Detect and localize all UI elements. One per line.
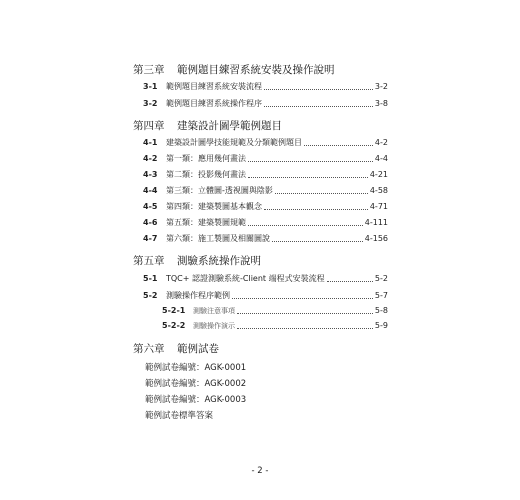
entry-page: 3-2 xyxy=(374,82,388,91)
toc-entry-5-2-2[interactable] xyxy=(162,321,388,331)
entry-page: 4-58 xyxy=(369,186,388,195)
toc-entry-5-1[interactable] xyxy=(143,273,388,284)
entry-number: 4-7 xyxy=(143,234,158,243)
entry-number: 4-6 xyxy=(143,218,158,227)
chapter-5-heading xyxy=(133,253,433,268)
chapter-number: 第三章 xyxy=(133,64,165,76)
leader-dots xyxy=(264,89,373,90)
toc-entry-3-2[interactable] xyxy=(143,98,388,109)
chapter-title: 測驗系統操作說明 xyxy=(177,255,261,267)
chapter-title: 建築設計圖學範例題目 xyxy=(177,120,282,132)
leader-dots xyxy=(248,225,363,226)
entry-title: 第六類：施工製圖及相關圖說 xyxy=(166,234,270,243)
leader-dots xyxy=(272,241,363,242)
leader-dots xyxy=(237,328,373,329)
page-number: - 2 - xyxy=(251,466,269,476)
entry-title: 範例題目練習系統安裝流程 xyxy=(166,82,262,91)
entry-page: 3-8 xyxy=(374,99,388,108)
leader-dots xyxy=(327,281,373,282)
leader-dots xyxy=(275,193,368,194)
entry-number: 5-1 xyxy=(143,274,158,283)
chapter-number: 第四章 xyxy=(133,120,165,132)
entry-number: 3-2 xyxy=(143,99,158,108)
entry-number: 5-2-1 xyxy=(162,306,186,315)
entry-page: 4-156 xyxy=(364,234,388,243)
entry-title: 範例題目練習系統操作程序 xyxy=(166,99,262,108)
entry-number: 4-4 xyxy=(143,186,158,195)
chapter-6-heading xyxy=(133,341,433,356)
entry-page: 4-2 xyxy=(374,138,388,147)
toc-entry-4-7[interactable] xyxy=(143,233,388,244)
entry-title: 建築設計圖學技能規範及分類範例題目 xyxy=(166,138,302,147)
toc-entry-4-2[interactable] xyxy=(143,153,388,164)
exam-answer-item[interactable]: 範例試卷標準答案 xyxy=(145,411,214,421)
toc-entry-3-1[interactable] xyxy=(143,81,388,92)
entry-title: TQC+ 認證測驗系統-Client 端程式安裝流程 xyxy=(166,274,325,283)
chapter-title: 範例題目練習系統安裝及操作說明 xyxy=(177,64,335,76)
entry-page: 5-7 xyxy=(374,291,388,300)
entry-number: 4-2 xyxy=(143,154,158,163)
toc-entry-4-4[interactable] xyxy=(143,185,388,196)
entry-page: 4-71 xyxy=(369,202,388,211)
exam-item[interactable]: 範例試卷編號：AGK-0001 xyxy=(145,363,247,373)
entry-number: 4-1 xyxy=(143,138,158,147)
entry-title: 第一類：應用幾何畫法 xyxy=(166,154,246,163)
leader-dots xyxy=(264,209,368,210)
toc-entry-4-6[interactable] xyxy=(143,217,388,228)
toc-entry-5-2[interactable] xyxy=(143,290,388,301)
toc-entry-4-1[interactable] xyxy=(143,137,388,148)
exam-item[interactable]: 範例試卷編號：AGK-0002 xyxy=(145,379,247,389)
leader-dots xyxy=(232,298,373,299)
chapter-title: 範例試卷 xyxy=(177,343,219,355)
entry-number: 3-1 xyxy=(143,82,158,91)
entry-number: 5-2-2 xyxy=(162,321,186,330)
entry-page: 4-111 xyxy=(364,218,388,227)
entry-page: 5-9 xyxy=(374,321,388,330)
entry-number: 4-3 xyxy=(143,170,158,179)
leader-dots xyxy=(304,145,373,146)
entry-number: 4-5 xyxy=(143,202,158,211)
leader-dots xyxy=(237,313,373,314)
entry-page: 4-21 xyxy=(369,170,388,179)
entry-title: 第四類：建築製圖基本觀念 xyxy=(166,202,262,211)
entry-page: 4-4 xyxy=(374,154,388,163)
entry-page: 5-8 xyxy=(374,306,388,315)
exam-item[interactable]: 範例試卷編號：AGK-0003 xyxy=(145,395,247,405)
toc-entry-4-5[interactable] xyxy=(143,201,388,212)
entry-title: 第五類：建築製圖規範 xyxy=(166,218,246,227)
entry-title: 測驗注意事項 xyxy=(193,307,235,315)
entry-title: 測驗操作演示 xyxy=(193,322,235,330)
entry-page: 5-2 xyxy=(374,274,388,283)
chapter-3-heading xyxy=(133,62,433,77)
leader-dots xyxy=(264,106,373,107)
leader-dots xyxy=(248,177,368,178)
entry-title: 第二類：投影幾何畫法 xyxy=(166,170,246,179)
toc-entry-4-3[interactable] xyxy=(143,169,388,180)
entry-title: 第三類：立體圖-透視圖與陰影 xyxy=(166,186,273,195)
chapter-number: 第五章 xyxy=(133,255,165,267)
entry-title: 測驗操作程序範例 xyxy=(166,291,230,300)
leader-dots xyxy=(248,161,373,162)
entry-number: 5-2 xyxy=(143,291,158,300)
chapter-4-heading xyxy=(133,118,433,133)
chapter-number: 第六章 xyxy=(133,343,165,355)
toc-entry-5-2-1[interactable] xyxy=(162,306,388,316)
